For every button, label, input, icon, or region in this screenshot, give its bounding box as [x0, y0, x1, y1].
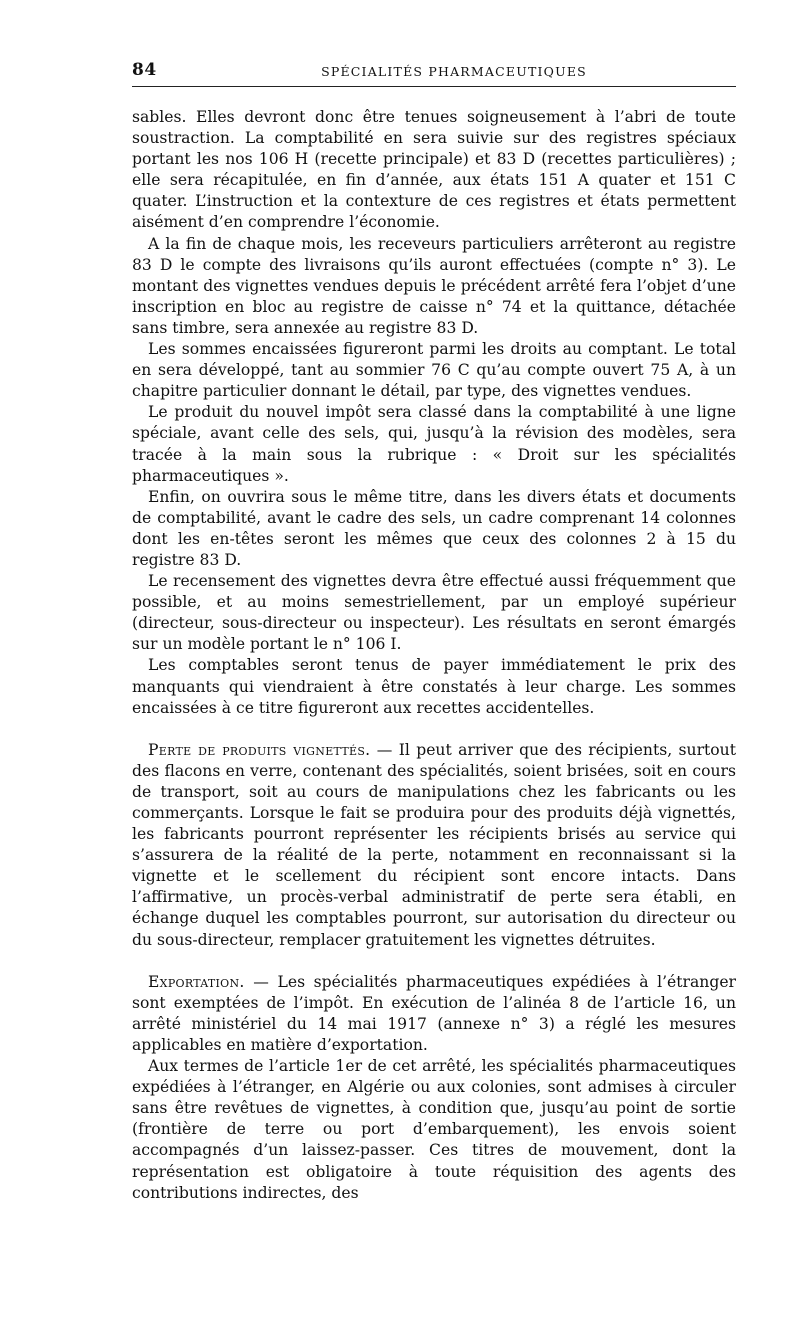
section-exportation [132, 972, 736, 1056]
paragraph: Aux termes de l’article 1er de cet arrêté, les spécialités pharmaceutiques expédiées à l’étranger, en Algérie ou aux colonies, sont admises à circuler sans être revêtues de vignettes, à condition que, jusqu’au point de sortie (frontière de terre ou port d’embarquement), les envois soient accompagnés d’un laissez-passer. Ces titres de mouvement, dont la représentation est obligatoire à toute réquisition des agents des contributions indirectes, des [132, 1057, 736, 1202]
section-perte [132, 740, 736, 951]
book-page [132, 58, 736, 1204]
section-perte-text: — Il peut arriver que des récipients, surtout des flacons en verre, contenant des spécialités, soient brisées, soit en cours de transport, soit au cours de manipulations chez les fabricants ou les commerçants. Lorsque le fait se produira pour des produits déjà vignettés, les fabricants pourront représenter les récipients brisés au service qui s’assurera de la réalité de la perte, notamment en reconnaissant si la vignette et le scellement du récipient sont encore intacts. Dans l’affirmative, un procès-verbal administratif de perte sera établi, en échange duquel les comptables pourront, sur autorisation du directeur ou du sous-directeur, remplacer gratuitement les vignettes détruites. [132, 740, 736, 949]
main-text [132, 107, 736, 1204]
section-gap [132, 719, 736, 740]
paragraph: Le produit du nouvel impôt sera classé dans la comptabilité à une ligne spéciale, avant celle des sels, qui, jusqu’à la révision des modèles, sera tracée à la main sous la rubrique : « Droit sur les spécialités pharmaceutiques ». [132, 403, 736, 485]
paragraph: Enfin, on ouvrira sous le même titre, dans les divers états et documents de comptabilité, avant le cadre des sels, un cadre comprenant 14 colonnes dont les en-têtes seront les mêmes que ceux des colonnes 2 à 15 du registre 83 D. [132, 487, 736, 569]
page-number: 84 [132, 60, 157, 80]
paragraph: Les sommes encaissées figureront parmi les droits au comptant. Le total en sera développé, tant au sommier 76 C qu’au compte ouvert 75 A, à un chapitre particulier donnant le détail, par type, des vignettes vendues. [132, 340, 736, 401]
header-rule [132, 86, 736, 87]
paragraph: A la fin de chaque mois, les receveurs particuliers arrêteront au registre 83 D le compte des livraisons qu’ils auront effectuées (compte n° 3). Le montant des vignettes vendues depuis le précédent arrêté fera l’objet d’une inscription en bloc au registre de caisse n° 74 et la quittance, détachée sans timbre, sera annexée au registre 83 D. [132, 234, 736, 337]
section-gap [132, 951, 736, 972]
running-title: SPÉCIALITÉS PHARMACEUTIQUES [321, 64, 587, 79]
section-heading-perte: Perte de produits vignettés. [148, 740, 371, 759]
section-exportation-text: — Les spécialités pharmaceutiques expédiées à l’étranger sont exemptées de l’impôt. En exécution de l’alinéa 8 de l’article 16, un arrêté ministériel du 14 mai 1917 (annexe n° 3) a réglé les mesures applicables en matière d’exportation. [132, 972, 736, 1054]
page-header [132, 58, 736, 86]
paragraph: sables. Elles devront donc être tenues soigneusement à l’abri de toute soustraction. La comptabilité en sera suivie sur des registres spéciaux portant les nos 106 H (recette principale) et 83 D (recettes particulières) ; elle sera récapitulée, en fin d’année, aux états 151 A quater et 151 C quater. L’instruction et la contexture de ces registres et états permettent aisément d’en comprendre l’économie. [132, 108, 736, 232]
paragraph: Le recensement des vignettes devra être effectué aussi fréquemment que possible, et au moins semestriellement, par un employé supérieur (directeur, sous-directeur ou inspecteur). Les résultats en seront émargés sur un modèle portant le n° 106 I. [132, 572, 736, 654]
paragraph: Les comptables seront tenus de payer immédiatement le prix des manquants qui viendraient à être constatés à leur charge. Les sommes encaissées à ce titre figureront aux recettes accidentelles. [132, 656, 736, 717]
section-heading-exportation: Exportation. [148, 972, 245, 991]
